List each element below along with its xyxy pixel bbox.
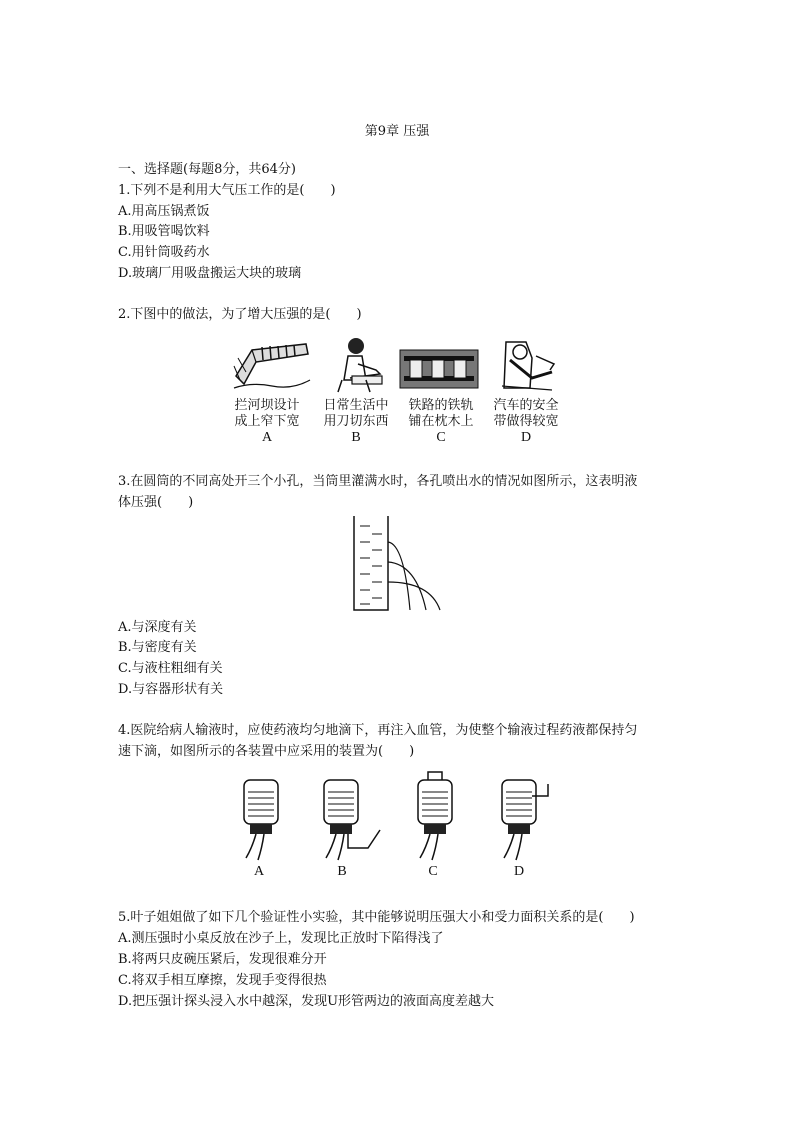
q3-option-a: A.与深度有关 — [118, 620, 197, 635]
q5-stem: 5.叶子姐姐做了如下几个验证性小实验，其中能够说明压强大小和受力面积关系的是( ) — [118, 910, 635, 925]
q5-option-d: D.把压强计探头浸入水中越深，发现U形管两边的液面高度差越大 — [118, 994, 495, 1009]
q3-option-b: B.与密度有关 — [118, 640, 197, 655]
q1-stem: 1.下列不是利用大气压工作的是( ) — [118, 183, 336, 198]
seatbelt-icon — [496, 338, 558, 394]
railway-icon — [398, 346, 480, 392]
q5-option-c: C.将双手相互摩擦，发现手变得很热 — [118, 973, 327, 988]
q4-fig-b-letter: B — [337, 864, 347, 879]
q2-fig-d-caption-1: 汽车的安全 — [493, 398, 559, 413]
section-heading: 一、选择题(每题8分，共64分) — [118, 162, 296, 177]
q1-option-a: A.用高压锅煮饭 — [118, 204, 210, 219]
q1-option-d: D.玻璃厂用吸盘搬运大块的玻璃 — [118, 266, 302, 281]
q4-stem-line-1: 4.医院给病人输液时，应使药液均匀地滴下，再注入血管，为使整个输液过程药液都保持匀 — [118, 723, 638, 738]
q1-option-b: B.用吸管喝饮料 — [118, 224, 210, 239]
q3-option-c: C.与液柱粗细有关 — [118, 661, 223, 676]
cutting-icon — [330, 334, 386, 394]
q2-fig-c-letter: C — [436, 430, 446, 445]
q5-option-a: A.测压强时小桌反放在沙子上，发现比正放时下陷得浅了 — [118, 931, 444, 946]
q4-fig-c-letter: C — [428, 864, 438, 879]
q4-fig-d-letter: D — [513, 864, 525, 879]
iv-bottle-a-icon — [238, 776, 284, 862]
q3-stem-line-1: 3.在圆筒的不同高处开三个小孔，当筒里灌满水时，各孔喷出水的情况如图所示，这表明液 — [118, 474, 638, 489]
q2-fig-d-letter: D — [520, 430, 532, 445]
q4-stem-line-2: 速下滴，如图所示的各装置中应采用的装置为( ) — [118, 744, 415, 759]
q1-option-c: C.用针筒吸药水 — [118, 245, 210, 260]
q2-fig-b-caption-1: 日常生活中 — [323, 398, 389, 413]
q2-stem: 2.下图中的做法，为了增大压强的是( ) — [118, 307, 362, 322]
q4-fig-a-letter: A — [253, 864, 265, 879]
q3-option-d: D.与容器形状有关 — [118, 682, 224, 697]
q2-fig-d-caption-2: 带做得较宽 — [493, 414, 559, 429]
q2-fig-c-caption-2: 铺在枕木上 — [408, 414, 474, 429]
q2-fig-c-caption-1: 铁路的铁轨 — [408, 398, 474, 413]
q5-option-b: B.将两只皮碗压紧后，发现很难分开 — [118, 952, 327, 967]
q2-fig-a-letter: A — [261, 430, 273, 445]
q2-fig-a-caption-2: 成上窄下宽 — [234, 414, 300, 429]
q2-fig-a-caption-1: 拦河坝设计 — [234, 398, 300, 413]
cylinder-water-jets-figure — [348, 514, 444, 612]
q3-stem-line-2: 体压强( ) — [118, 495, 194, 510]
dam-icon — [232, 336, 312, 394]
q2-fig-b-letter: B — [351, 430, 361, 445]
iv-bottle-c-icon — [412, 770, 458, 862]
iv-bottle-b-icon — [320, 776, 386, 862]
page-title: 第9章 压强 — [364, 124, 430, 139]
q2-fig-b-caption-2: 用刀切东西 — [323, 414, 389, 429]
iv-bottle-d-icon — [496, 776, 556, 862]
